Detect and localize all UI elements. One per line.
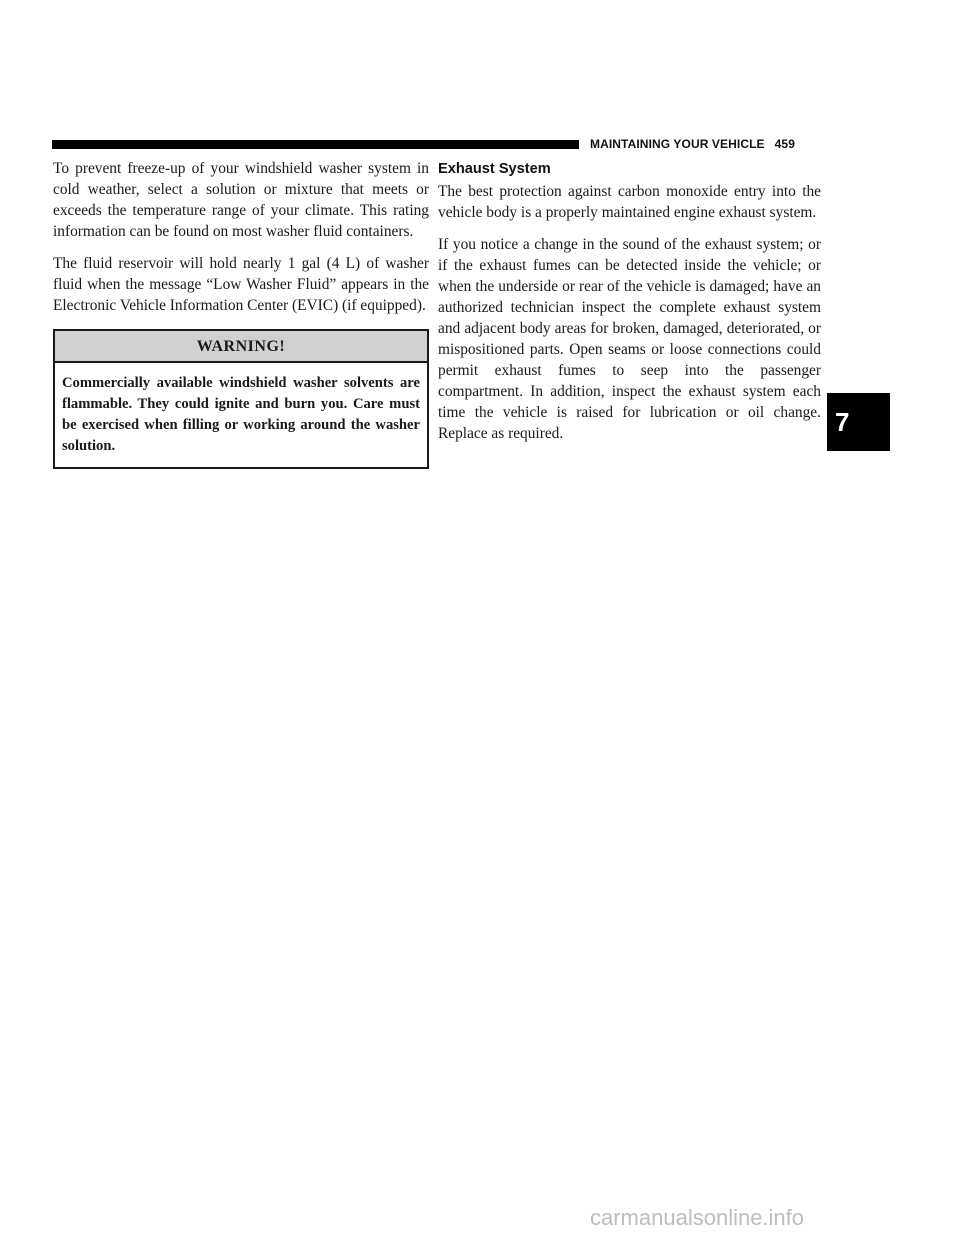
- warning-body: Commercially available windshield washer solvents are flammable. They could ignite and burn you. Care must be exercised when filling or working around the washer solution.: [62, 375, 420, 454]
- warning-box: [53, 329, 429, 469]
- page-number: 459: [774, 137, 795, 151]
- section-heading-exhaust: Exhaust System: [438, 161, 551, 177]
- chapter-tab: [827, 393, 890, 451]
- paragraph-washer-freeze: To prevent freeze-up of your windshield washer system in cold weather, select a solution or mixture that meets or exceeds the temperature range of your climate. This rating information can be found on most washer fluid containers.: [53, 160, 429, 240]
- header-rule: [52, 140, 579, 149]
- chapter-number: 7: [835, 406, 850, 437]
- left-column: [53, 158, 429, 469]
- section-title: MAINTAINING YOUR VEHICLE: [590, 137, 765, 151]
- running-header: [590, 137, 795, 151]
- right-column: [438, 158, 821, 455]
- paragraph-exhaust-inspection: If you notice a change in the sound of the exhaust system; or if the exhaust fumes can be detected inside the vehicle; or when the underside or rear of the vehicle is damaged; have an authorized technician inspect the complete exhaust system and adjacent body areas for broken, damaged, deteriorated, or mispositioned parts. Open seams or loose connections could permit exhaust fumes to seep into the passenger compartment. In addition, inspect the exhaust system each time the vehicle is raised for lubrication or oil change. Replace as required.: [438, 236, 821, 442]
- paragraph-washer-reservoir: The fluid reservoir will hold nearly 1 gal (4 L) of washer fluid when the message “Low Washer Fluid” appears in the Electronic Vehicle Information Center (EVIC) (if equipped).: [53, 255, 429, 314]
- paragraph-exhaust-protection: The best protection against carbon monoxide entry into the vehicle body is a properly maintained engine exhaust system.: [438, 183, 821, 221]
- warning-title: WARNING!: [55, 331, 427, 363]
- watermark: carmanualsonline.info: [590, 1205, 805, 1230]
